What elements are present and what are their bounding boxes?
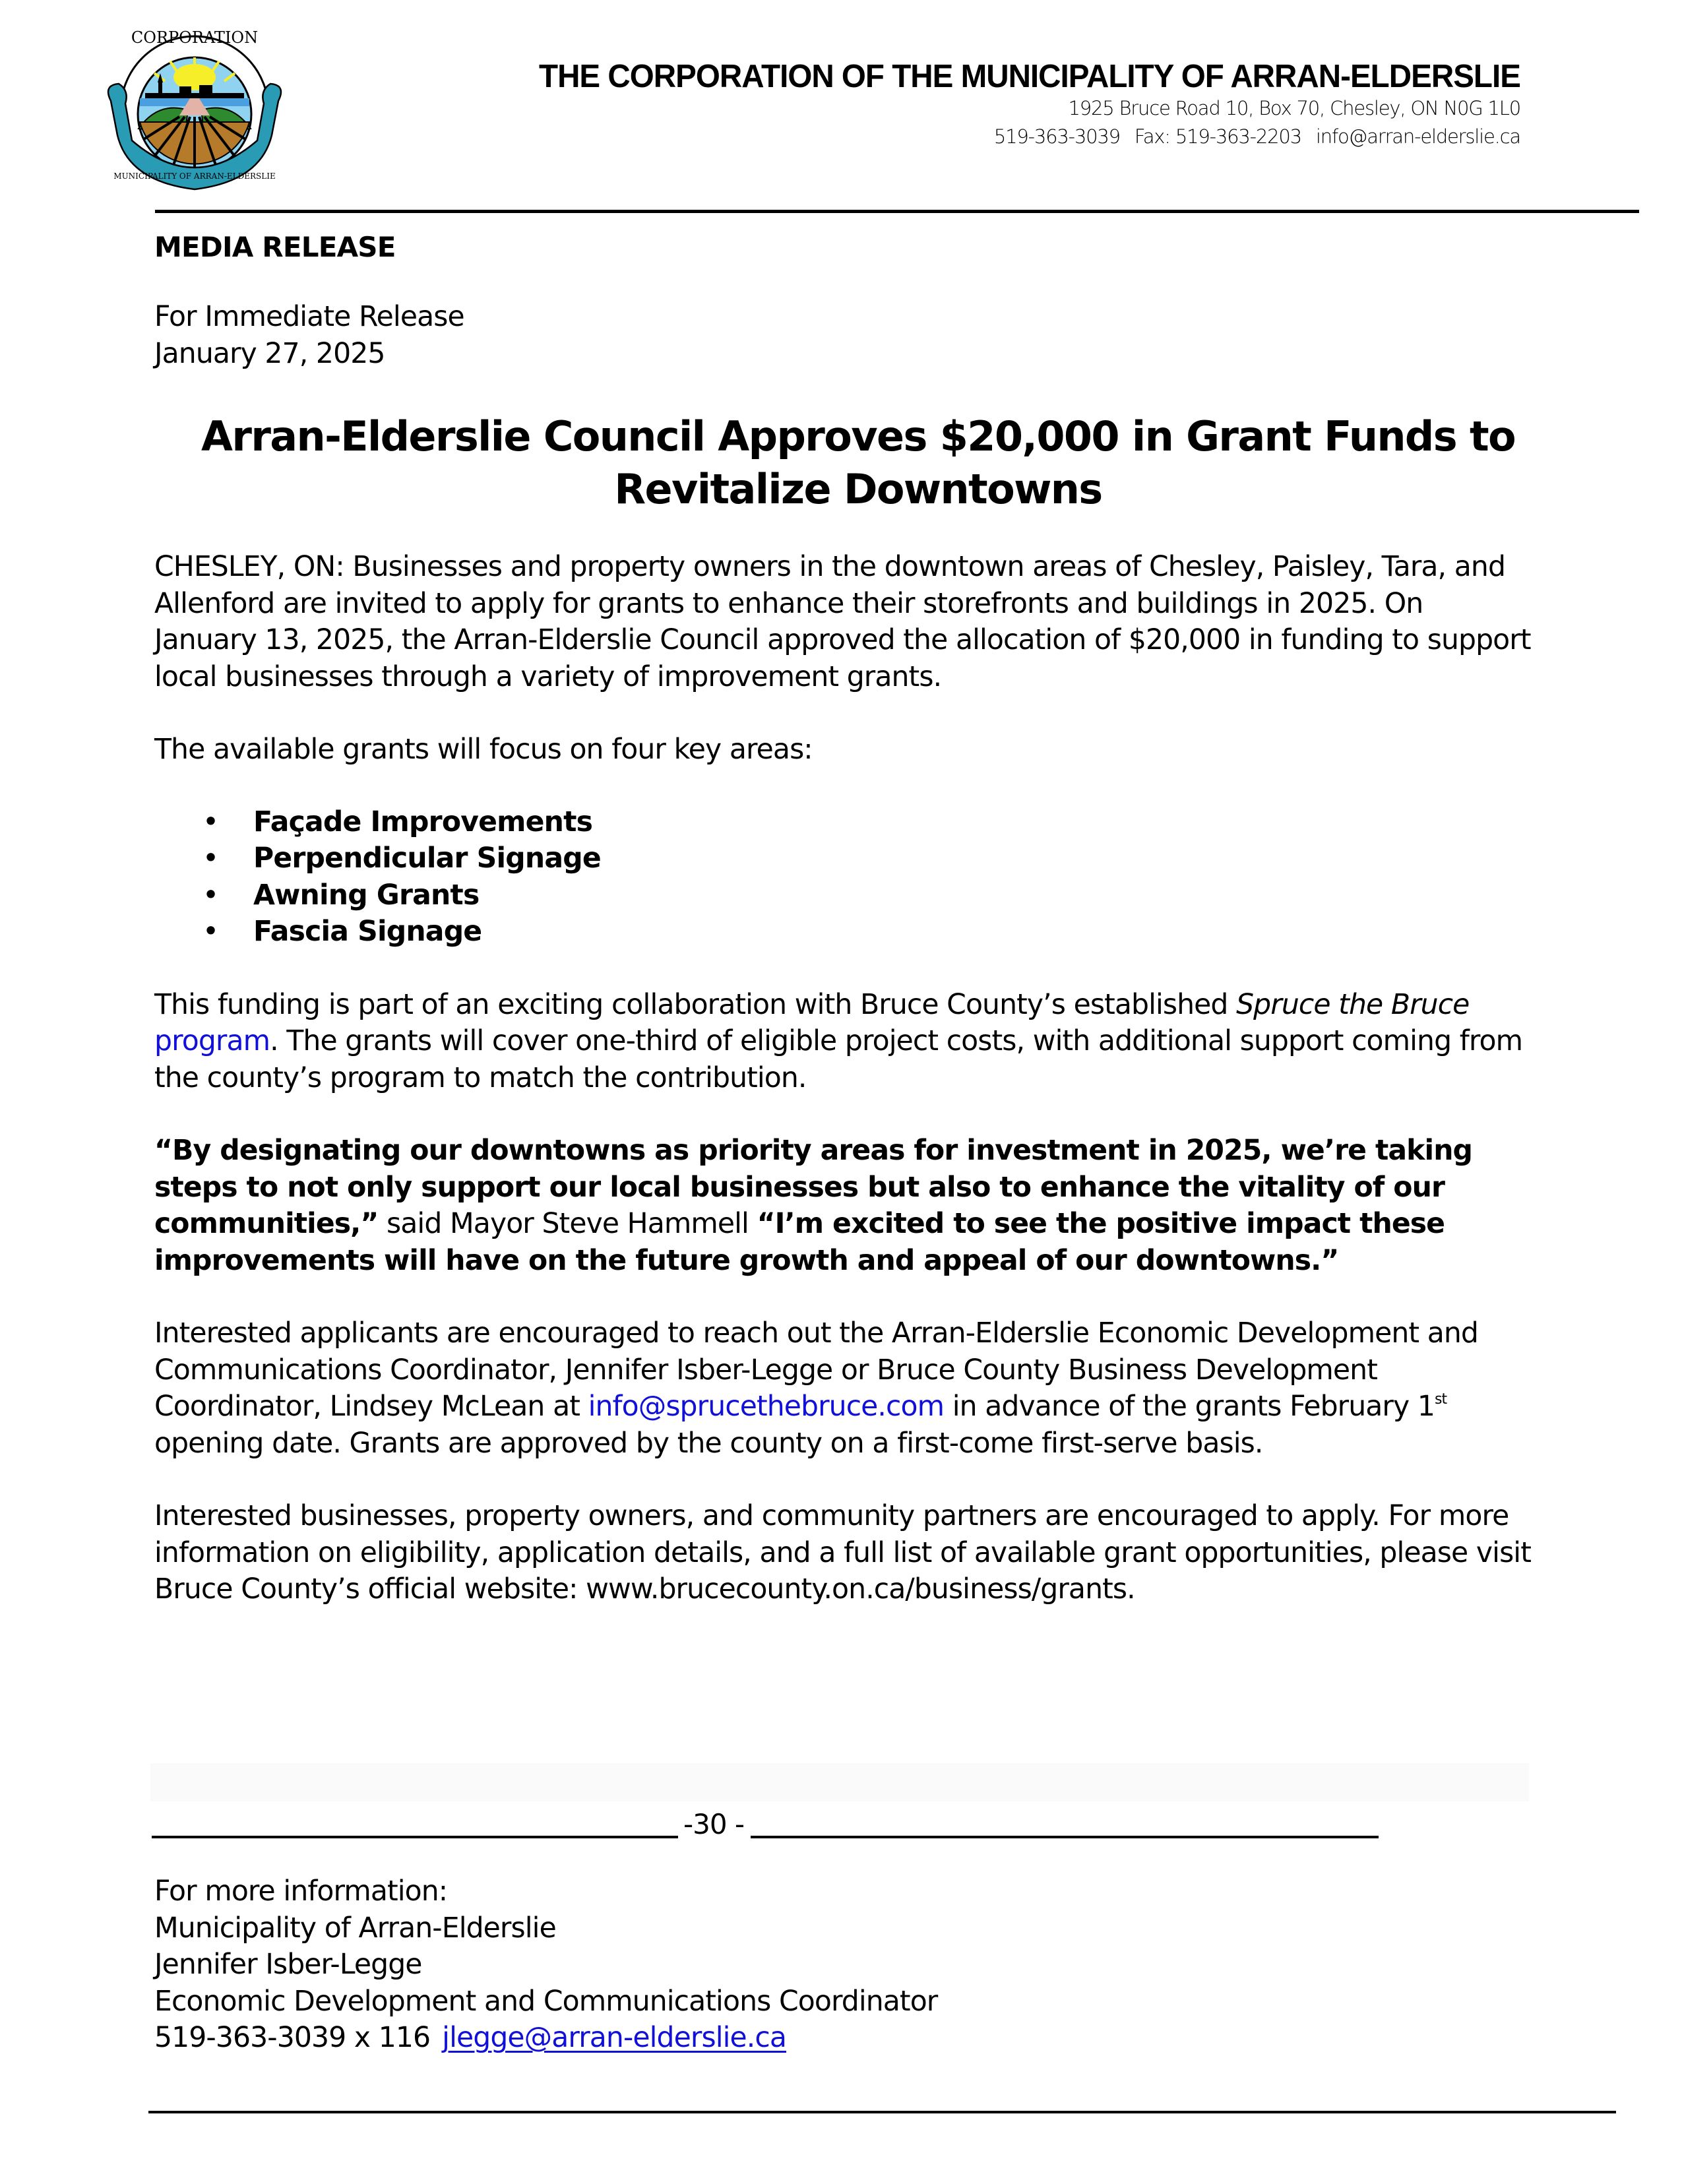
quote-part-2: “I’m excited to see the positive impact these improvements will have on the future growth and appeal of our downtowns.” <box>154 1208 1445 1277</box>
organization-address: 1925 Bruce Road 10, Box 70, Chesley, ON N0G 1L0 <box>1068 97 1520 119</box>
closing-paragraph: Interested businesses, property owners, and community partners are encouraged to apply. For more information on eligibility, application details, and a full list of available grant opportunities, please visit Bruce County’s official website: www.brucecounty.on.ca/business/grants. <box>154 1500 1531 1606</box>
program-link[interactable]: program <box>154 1025 270 1057</box>
quote-part-1: “By designating our downtowns as priority areas for investment in 2025, we’re taking steps to not only support our local businesses but also to enhance the vitality of our communities,” <box>154 1135 1473 1240</box>
release-content <box>154 231 1533 1608</box>
release-timing: For Immediate Release <box>154 301 464 333</box>
footer-divider <box>148 2111 1616 2113</box>
contact-title: Economic Development and Communications Coordinator <box>154 1985 938 2018</box>
contact-paragraph: Interested applicants are encouraged to reach out the Arran-Elderslie Economic Development and Communications Coordinator, Jennifer Isber-Legge or Bruce County Business Development Coordinator, Lindsey McLean at info@sprucethebruce.com in advance of the grants February 1st opening date. Grants are approved by the county on a first-come first-serve basis. <box>154 1317 1479 1460</box>
grant-area-item: • Fascia Signage <box>154 914 1533 951</box>
end-rule-left <box>152 1836 678 1838</box>
organization-name: THE CORPORATION OF THE MUNICIPALITY OF ARRAN-ELDERSLIE <box>539 59 1520 94</box>
media-release-label: MEDIA RELEASE <box>154 231 396 263</box>
contact-phone: 519-363-3039 x 116 <box>154 2022 431 2054</box>
headline-line-1: Arran-Elderslie Council Approves $20,000 in Grant Funds to <box>201 412 1516 460</box>
contact-name: Jennifer Isber-Legge <box>154 1949 422 1981</box>
end-rule-right <box>751 1836 1379 1838</box>
program-name: Spruce the Bruce <box>1236 988 1470 1021</box>
media-contact-block <box>154 1873 937 2057</box>
contact-organization: Municipality of Arran-Elderslie <box>154 1912 556 1945</box>
release-headline <box>169 410 1547 516</box>
grant-areas-list <box>154 804 1533 951</box>
grant-area-item: • Perpendicular Signage <box>154 840 1533 877</box>
grants-lead-paragraph: The available grants will focus on four key areas: <box>154 733 813 766</box>
organization-contact-line <box>994 125 1520 148</box>
contact-phone-email <box>154 2020 937 2057</box>
organization-phone: 519-363-3039 <box>993 125 1120 148</box>
contact-email-link[interactable]: jlegge@arran-elderslie.ca <box>442 2022 786 2054</box>
organization-email[interactable]: info@arran-elderslie.ca <box>1315 125 1520 148</box>
organization-fax: Fax: 519-363-2203 <box>1134 125 1301 148</box>
crest-icon <box>99 30 290 198</box>
grant-area-item: • Awning Grants <box>154 877 1533 914</box>
shaded-band <box>150 1763 1529 1801</box>
bullet-icon: • <box>202 916 219 948</box>
svg-text:CORPORATION: CORPORATION <box>131 30 259 47</box>
mayor-quote-paragraph <box>154 1133 1533 1279</box>
svg-text:MUNICIPALITY OF ARRAN-ELDERSLI: MUNICIPALITY OF ARRAN-ELDERSLIE <box>113 172 276 181</box>
municipal-crest-logo <box>99 30 290 198</box>
bullet-icon: • <box>202 805 219 838</box>
grant-area-item: • Façade Improvements <box>154 804 1533 841</box>
letterhead-divider <box>155 210 1639 213</box>
bullet-icon: • <box>202 842 219 875</box>
spruce-email-link[interactable]: info@sprucethebruce.com <box>588 1390 945 1423</box>
contact-heading: For more information: <box>154 1875 448 1908</box>
collaboration-paragraph: This funding is part of an exciting collaboration with Bruce County’s established Spruce the Bruce program. The grants will cover one-third of eligible project costs, with additional support coming from the county’s program to match the contribution. <box>154 988 1523 1094</box>
release-date: January 27, 2025 <box>154 337 385 370</box>
release-meta <box>154 299 1533 372</box>
bullet-icon: • <box>202 879 219 912</box>
end-of-release-marker: -30 - <box>683 1808 745 1840</box>
quote-attribution: said Mayor Steve Hammell <box>378 1208 757 1240</box>
intro-paragraph: CHESLEY, ON: Businesses and property owners in the downtown areas of Chesley, Paisley, Tara, and Allenford are invited to apply for grants to enhance their storefronts and buildings in 2025. On January 13, 2025, the Arran-Elderslie Council approved the allocation of $20,000 in funding to support local businesses through a variety of improvement grants. <box>154 551 1531 693</box>
headline-line-2: Revitalize Downtowns <box>614 465 1102 513</box>
